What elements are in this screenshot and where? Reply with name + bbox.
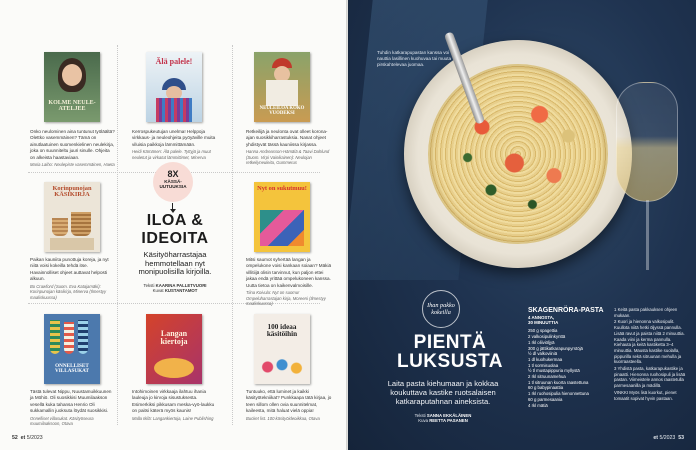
- article-title: [390, 333, 510, 371]
- method-step: 2 Kuori ja hienonna valkosipulit. Kuullota niitä hetki öljyssä pannulla. Lisää ravut ja paista niitä 2 minuuttia. Kaada viini ja kerma pannulla. Kiehauta ja keitä kastiketta 3–4 minuuttia. Mausta kastike suolalla, pippurilla sekä sitruunan mehulla ja kuorraasteella.: [614, 319, 685, 365]
- recipe-title: SKAGENRÖRA-PASTA: [528, 307, 604, 314]
- photo-name: REETTA PASANEN: [429, 418, 468, 424]
- book-cover-title: Korinpunojan KÄSIKIRJA: [52, 185, 92, 199]
- folio-brand: et: [20, 435, 26, 441]
- page-gutter: [346, 0, 350, 450]
- book-cover: [254, 182, 310, 252]
- method-tip: VINKKI Myös lisä kuorkut, pienet tomaatit sopivat hyvin pastaan.: [614, 389, 677, 401]
- ingredient-item: 1 rkl oliiviöljyä: [528, 339, 555, 345]
- credit-name: KAARINA PALLETVUORI: [155, 283, 207, 288]
- wine-glass-image: [616, 82, 678, 202]
- badge-label: KÄSSÄ-UUTUUKSIA: [159, 179, 187, 189]
- ingredient-item: 1 dl kuohukermaa: [528, 356, 563, 362]
- book-cover-title: Älä palele!: [155, 57, 193, 66]
- new-books-badge: [153, 162, 193, 202]
- book-description: [132, 129, 218, 160]
- ingredient-item: 2 valkosipulinkynttä: [528, 334, 566, 340]
- book-cover-title: NEULEILOA KOKO VUODEKSI: [259, 106, 305, 116]
- book-description: [30, 389, 116, 427]
- section-title-line-1: ILOA &: [146, 212, 204, 229]
- grid-divider: [117, 45, 118, 425]
- book-cover: [44, 182, 100, 252]
- book-cover-title: Langan kiertoja: [160, 329, 188, 346]
- article-title-line-2: LUKSUSTA: [396, 351, 504, 372]
- book-text: Intohimoinen virkkaaja ilahtuu ihania lauleuja jo kirvoja sisustuksesta. Esimerkiksi pikkusam meska-vyö-laukku on paitsi käterä myös kaunis!: [132, 389, 215, 414]
- ingredient-item: 250 g spagettia: [528, 328, 558, 334]
- book-cover: [254, 52, 310, 122]
- book-cover-title: KOLME NEULE-ATELJEE: [48, 100, 96, 112]
- ingredient-item: ½ dl valkoviiniä: [528, 351, 558, 357]
- section-title: [125, 212, 225, 248]
- book-cover-title: Nyt on sukutmuu!: [257, 185, 307, 192]
- book-text: Tuntuuko, että luminet ja kaikki käsityötekniikat? Punkkaapa tätä kirjaa, jo teen sillom ollen ovia suunnitelmat, kaileesta, mitä haluat vielä oppia!: [246, 389, 332, 414]
- recipe-servings: [528, 315, 608, 325]
- method-step: 3 Yhdistä pasta, katkarapukastike ja pinaatti. Hienonna ruohosipuli ja lisää pastan. Viimeistele annos raastetulla parmesaanilla ja mädillä.: [614, 366, 686, 389]
- credit-label: Teksti: [414, 413, 426, 418]
- book-description: [30, 257, 116, 300]
- book-text: Mitsi saumot syhertää langan ja ompelukone voisi kankaan soiaan? Mäkiä villitiijä olisin tarvinnut, kun paljon ettei jakaa endä yrittää ompelukoneen kanssa. Uutta tietoa on kaikenvalmoisille.: [246, 257, 332, 288]
- badge-number: 8X: [167, 169, 179, 179]
- logo-line-1: Ihan pakko: [427, 302, 455, 309]
- recipe-method: [614, 307, 688, 402]
- book-cover: [44, 52, 100, 122]
- book-cover-title: ONNELLISET VILLASUKAT: [55, 363, 89, 375]
- book-description: [246, 129, 332, 166]
- book-caption: Tiina Koivula: Nyt on suomu! Ompeluharrastajan kirja, Moreeni (Ilmestyy maaliskuussa): [246, 290, 326, 307]
- recipe-ingredients: [528, 307, 608, 408]
- photo-caption: Tuhdin katkarapupastan kanssa voi nauttia lasillinen kuohuvaa tai muuta pirskahtelevaa juomaa.: [377, 50, 452, 67]
- ingredient-item: 4 rkl mätiä: [528, 402, 548, 408]
- article-lead: Laita pasta kiehumaan ja kokkaa koukuttava kastike ruotsalaisen katkaraputahnan aineksista.: [387, 379, 499, 406]
- book-caption: Malla Ikilä: Langankiertoja, Laine Publishing: [132, 415, 214, 421]
- ingredient-item: 2 rkl sitruunamehua: [528, 374, 566, 380]
- folio-number: 53: [678, 435, 684, 441]
- ingredient-item: 1 tl sitruunan kuorta raastettuna: [528, 379, 589, 385]
- photo-label: Kuva: [418, 418, 428, 424]
- right-page: [348, 0, 696, 450]
- book-text: Retkeilijä ja neulonta ovat olleet korona-ajan suosikkiharrastuksia. Nanat ohjeet yhdistyvät tässä kauniissa kirjassa.: [246, 129, 328, 147]
- folio-number: 52: [12, 435, 18, 441]
- ingredient-item: ½ tl mustapippuria myllystä: [528, 368, 580, 374]
- ingredient-item: 60 g babypinaattia: [528, 385, 564, 391]
- article-title-line-1: PIENTÄ: [413, 332, 487, 353]
- section-title-line-2: IDEOITA: [141, 230, 209, 247]
- page-folio-right: [653, 435, 684, 441]
- section-credit: [125, 283, 225, 294]
- grid-divider: [232, 45, 233, 425]
- book-description: [246, 257, 332, 307]
- page-folio-left: [12, 435, 43, 441]
- book-text: Kerrospukeutujan unelma! Helppoja virkkaus- ja neuleohjeita pyöyäville muita viluisia paikkoja lämmittämään.: [132, 129, 216, 147]
- ingredient-item: 1 rkl ruohosipulia hienonnettuna: [528, 391, 589, 397]
- method-step: 1 Keitä pasta pakkauksen ohjeen mukaan.: [614, 307, 678, 318]
- book-caption: Heidi Kärnänen: Älä palele. Tyttyjä ja muut neuletut ja virkatut lämmittimet, Minerva: [132, 149, 211, 160]
- logo-line-2: kokeilla: [431, 309, 451, 316]
- book-cover: [44, 314, 100, 384]
- credit-label: Teksti: [143, 283, 155, 288]
- folio-brand: et: [653, 435, 658, 441]
- book-text: Tästä tulevat Nippu, Nuustamuikkuunen ja Möhiö. Oli suosikkisi Muumilaakson vesellä kuka tahansa Henrio Oli sukkamallin juoksuta löydät suosikkisi.: [30, 389, 112, 414]
- book-caption: Maria Laiho: Neulepiste vasemmäinen, Haeta: [30, 162, 115, 168]
- book-text: Paikan kauniita punottuja koreja, ja nyt niitä voisi kokeilla tehdä itse. Havainnolliset ohjeet auttavat helposti alkuun.: [30, 257, 109, 282]
- book-caption: Bo Crawford (Suom. Eva Katajamäki): Korinpunojan käsikirja, Minerva (Ilmestyy maaliskuussa): [30, 283, 107, 300]
- ingredient-item: 300 g jättikatkarapunpyrstöjä: [528, 345, 583, 351]
- folio-issue: 5/2023: [659, 435, 676, 441]
- book-cover: [146, 52, 202, 122]
- photo-name: KUSTANTAMOT: [164, 288, 198, 294]
- section-logo: [422, 290, 460, 328]
- servings: 4 ANNOSTA,: [528, 315, 555, 320]
- cook-time: 30 MINUUTTIA: [528, 320, 559, 326]
- book-description: [132, 389, 218, 421]
- book-caption: Onnelliset villasukat. Käsityöseura muumilaaksoon, Otava: [30, 415, 94, 427]
- book-cover: [146, 314, 202, 384]
- book-caption: Hanna Andreasson-Hämälä & Taavi Dahlund (Suom. Virpi Vainikainen): Neulojan retkeilyneuleita, Gummerus: [246, 149, 330, 166]
- book-caption: Bucket list. 100 käsityöideoikkaa, Otava: [246, 415, 320, 421]
- book-description: [30, 129, 116, 168]
- book-description: [246, 389, 332, 421]
- ingredient-list: [528, 328, 608, 408]
- book-text: Onko neulominen aina tuntunut työläältä? Olettko vasemmäinen? Tämä on ainutlaatuinen suomenkielinen neulekirja, joka on suunniteltu juuri sinulle. Ohjeita on alkeista haastaviaan.: [30, 129, 115, 160]
- folio-issue: 5/2023: [26, 435, 43, 441]
- book-cover: [254, 314, 310, 384]
- credit-name: SANNA EKKÄLÄINEN: [426, 413, 472, 418]
- photo-label: Kuvat: [152, 288, 164, 294]
- section-lead: Käsityöharrastajaa hemmotellaan nyt monipuolisilla kirjoilla.: [138, 250, 212, 277]
- book-cover-title: 100 ideaa käsitöihin: [266, 323, 298, 339]
- ingredient-item: 60 g parmesaania: [528, 396, 563, 402]
- ingredient-item: 1 tl sormisuolaa: [528, 362, 559, 368]
- wine-glass-stem: [646, 200, 649, 270]
- pasta-image: [428, 64, 608, 244]
- article-credit: [370, 413, 516, 424]
